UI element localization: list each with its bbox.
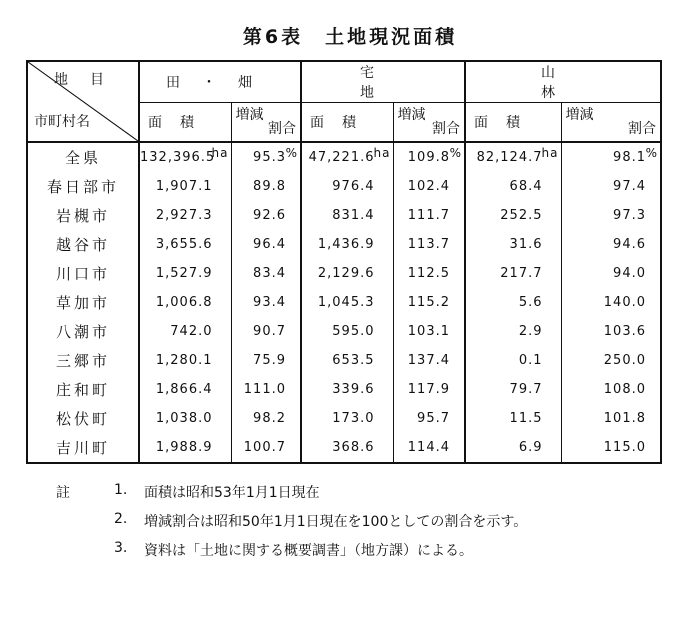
ratio-value: 89.8 — [231, 172, 301, 201]
area-value: 217.7 — [465, 259, 561, 288]
area-value: 368.6 — [301, 433, 393, 463]
municipality-name: 春日部市 — [27, 172, 139, 201]
ratio-value: 95.3 % — [231, 142, 301, 172]
table-body — [27, 142, 661, 463]
area-value: 742.0 — [139, 317, 231, 346]
ratio-value: 137.4 — [393, 346, 465, 375]
municipality-name: 庄和町 — [27, 375, 139, 404]
municipality-name: 越谷市 — [27, 230, 139, 259]
municipality-name: 川口市 — [27, 259, 139, 288]
area-value: 31.6 — [465, 230, 561, 259]
corner-label-municipality: 市町村名 — [34, 114, 90, 130]
ratio-value: 97.3 — [561, 201, 661, 230]
ratio-value: 113.7 — [393, 230, 465, 259]
area-value: 2.9 — [465, 317, 561, 346]
area-value: 595.0 — [301, 317, 393, 346]
area-value: 1,988.9 — [139, 433, 231, 463]
table-row — [27, 317, 661, 346]
ratio-value: 115.2 — [393, 288, 465, 317]
ratio-value: 112.5 — [393, 259, 465, 288]
table-row — [27, 288, 661, 317]
area-value: 976.4 — [301, 172, 393, 201]
ratio-value: 94.0 — [561, 259, 661, 288]
subheader-area: 面積 — [139, 103, 231, 143]
ratio-value: 108.0 — [561, 375, 661, 404]
ratio-value: 117.9 — [393, 375, 465, 404]
subheader-area: 面積 — [465, 103, 561, 143]
ratio-value: 111.0 — [231, 375, 301, 404]
area-value: 2,129.6 — [301, 259, 393, 288]
ratio-value: 109.8 % — [393, 142, 465, 172]
category-header-forest: 山林 — [465, 61, 661, 103]
area-value: 1,280.1 — [139, 346, 231, 375]
ratio-value: 95.7 — [393, 404, 465, 433]
area-value: 132,396.5 ha — [139, 142, 231, 172]
municipality-name: 全県 — [27, 142, 139, 172]
ratio-value: 93.4 — [231, 288, 301, 317]
ratio-value: 98.1 % — [561, 142, 661, 172]
ratio-value: 94.6 — [561, 230, 661, 259]
municipality-name: 吉川町 — [27, 433, 139, 463]
subheader-ratio: 増減 割合 — [231, 103, 301, 143]
subheader-area: 面積 — [301, 103, 393, 143]
municipality-name: 草加市 — [27, 288, 139, 317]
ratio-value: 75.9 — [231, 346, 301, 375]
ratio-value: 115.0 — [561, 433, 661, 463]
ratio-value: 140.0 — [561, 288, 661, 317]
unit-ha-label: ha — [541, 146, 559, 160]
table-row — [27, 346, 661, 375]
ratio-value: 250.0 — [561, 346, 661, 375]
subheader-ratio: 増減 割合 — [393, 103, 465, 143]
area-value: 1,038.0 — [139, 404, 231, 433]
notes-label: 註 — [56, 485, 70, 501]
area-value: 831.4 — [301, 201, 393, 230]
ratio-value: 98.2 — [231, 404, 301, 433]
municipality-name: 三郷市 — [27, 346, 139, 375]
table-row — [27, 201, 661, 230]
area-value: 79.7 — [465, 375, 561, 404]
municipality-name: 松伏町 — [27, 404, 139, 433]
area-value: 653.5 — [301, 346, 393, 375]
table-row — [27, 259, 661, 288]
table-row — [27, 375, 661, 404]
municipality-name: 八潮市 — [27, 317, 139, 346]
ratio-value: 100.7 — [231, 433, 301, 463]
category-header-residential: 宅地 — [301, 61, 465, 103]
ratio-value: 90.7 — [231, 317, 301, 346]
unit-ha-label: ha — [211, 146, 229, 160]
area-value: 68.4 — [465, 172, 561, 201]
area-value: 1,866.4 — [139, 375, 231, 404]
category-header-paddy: 田・畑 — [139, 61, 301, 103]
unit-percent-label: % — [285, 146, 298, 160]
area-value: 3,655.6 — [139, 230, 231, 259]
table-row — [27, 142, 661, 172]
table-row — [27, 172, 661, 201]
area-value: 11.5 — [465, 404, 561, 433]
unit-percent-label: % — [645, 146, 658, 160]
area-value: 0.1 — [465, 346, 561, 375]
ratio-value: 83.4 — [231, 259, 301, 288]
ratio-value: 114.4 — [393, 433, 465, 463]
corner-header-cell — [27, 61, 139, 142]
subheader-ratio: 増減 割合 — [561, 103, 661, 143]
table-row — [27, 230, 661, 259]
unit-ha-label: ha — [373, 146, 391, 160]
table-row — [27, 404, 661, 433]
area-value: 1,527.9 — [139, 259, 231, 288]
ratio-value: 103.6 — [561, 317, 661, 346]
area-value: 1,045.3 — [301, 288, 393, 317]
area-value: 252.5 — [465, 201, 561, 230]
area-value: 47,221.6 ha — [301, 142, 393, 172]
ratio-value: 103.1 — [393, 317, 465, 346]
area-value: 173.0 — [301, 404, 393, 433]
header-row-categories — [27, 61, 661, 103]
municipality-name: 岩槻市 — [27, 201, 139, 230]
area-value: 1,436.9 — [301, 230, 393, 259]
area-value: 1,006.8 — [139, 288, 231, 317]
table-row — [27, 433, 661, 463]
unit-percent-label: % — [449, 146, 462, 160]
area-value: 1,907.1 — [139, 172, 231, 201]
area-value: 339.6 — [301, 375, 393, 404]
ratio-value: 97.4 — [561, 172, 661, 201]
ratio-value: 96.4 — [231, 230, 301, 259]
area-value: 2,927.3 — [139, 201, 231, 230]
ratio-value: 102.4 — [393, 172, 465, 201]
page-title: 第6表 土地現況面積 — [242, 26, 458, 48]
area-value: 82,124.7 ha — [465, 142, 561, 172]
ratio-value: 92.6 — [231, 201, 301, 230]
corner-label-category: 地目 — [54, 72, 126, 88]
area-value: 5.6 — [465, 288, 561, 317]
land-area-table — [26, 60, 662, 464]
area-value: 6.9 — [465, 433, 561, 463]
ratio-value: 101.8 — [561, 404, 661, 433]
ratio-value: 111.7 — [393, 201, 465, 230]
